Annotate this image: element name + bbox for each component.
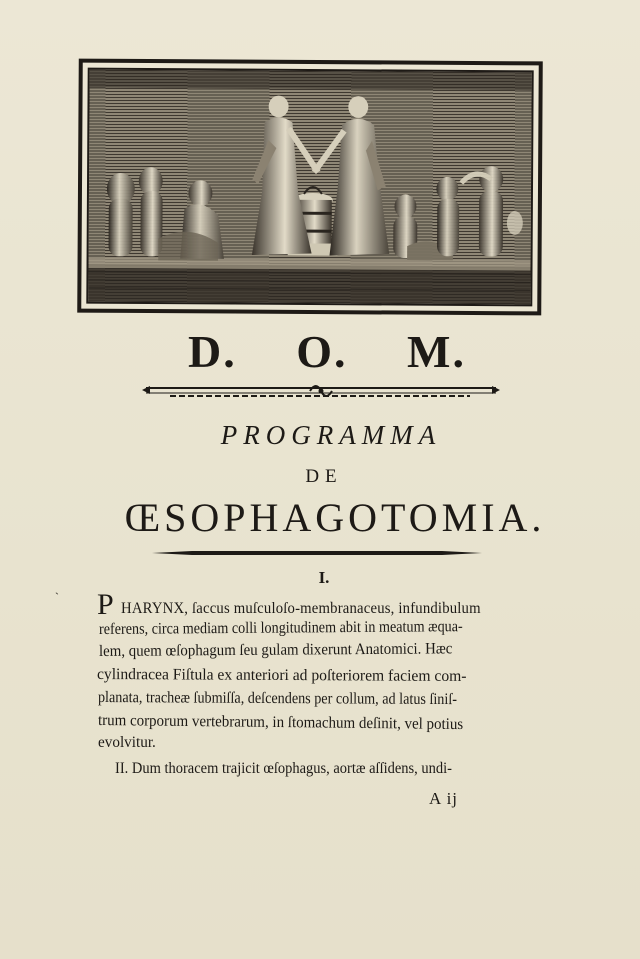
title-de: DE	[305, 466, 343, 487]
section-number: I.	[318, 568, 330, 587]
drop-cap: P	[97, 588, 114, 621]
text-line-3: lem, quem œſophagum ſeu gulam dixerunt Anatomici. Hæc	[98, 640, 453, 660]
engraved-vignette	[77, 59, 543, 316]
title-programma: PROGRAMMA	[220, 420, 442, 450]
signature-mark: A ij	[429, 789, 459, 808]
vignette-engraving	[88, 70, 531, 305]
left-cherubs	[106, 167, 224, 261]
stray-mark: ˏ	[55, 581, 59, 595]
text-line-6: trum corporum vertebrarum, in ſtomachum deſinit, vel potius	[97, 712, 464, 734]
text-line-7: evolvitur.	[98, 734, 156, 751]
text-line-4: cylindracea Fiſtula ex anteriori ad poſteriorem faciem com-	[96, 666, 467, 685]
text-line-2: referens, circa mediam colli longitudinem abit in meatum æqua-	[98, 618, 463, 638]
ornamental-rule	[140, 381, 502, 403]
right-cherubs	[393, 166, 523, 261]
text-line-5: planata, tracheæ ſubmiſſa, deſcendens per collum, ad latus ſiniſ-	[97, 689, 458, 709]
title-rule	[152, 550, 482, 556]
dom-heading: D. O. M.	[188, 326, 466, 377]
text-line-8: II. Dum thoracem trajicit œſophagus, aortæ aſſidens, undi-	[115, 760, 452, 777]
vignette-inner-frame	[86, 68, 533, 307]
title-oesophagotomia: ŒSOPHAGOTOMIA.	[124, 495, 546, 540]
text-line-1: HARYNX, ſaccus muſculoſo-membranaceus, infundibulum	[121, 600, 481, 617]
